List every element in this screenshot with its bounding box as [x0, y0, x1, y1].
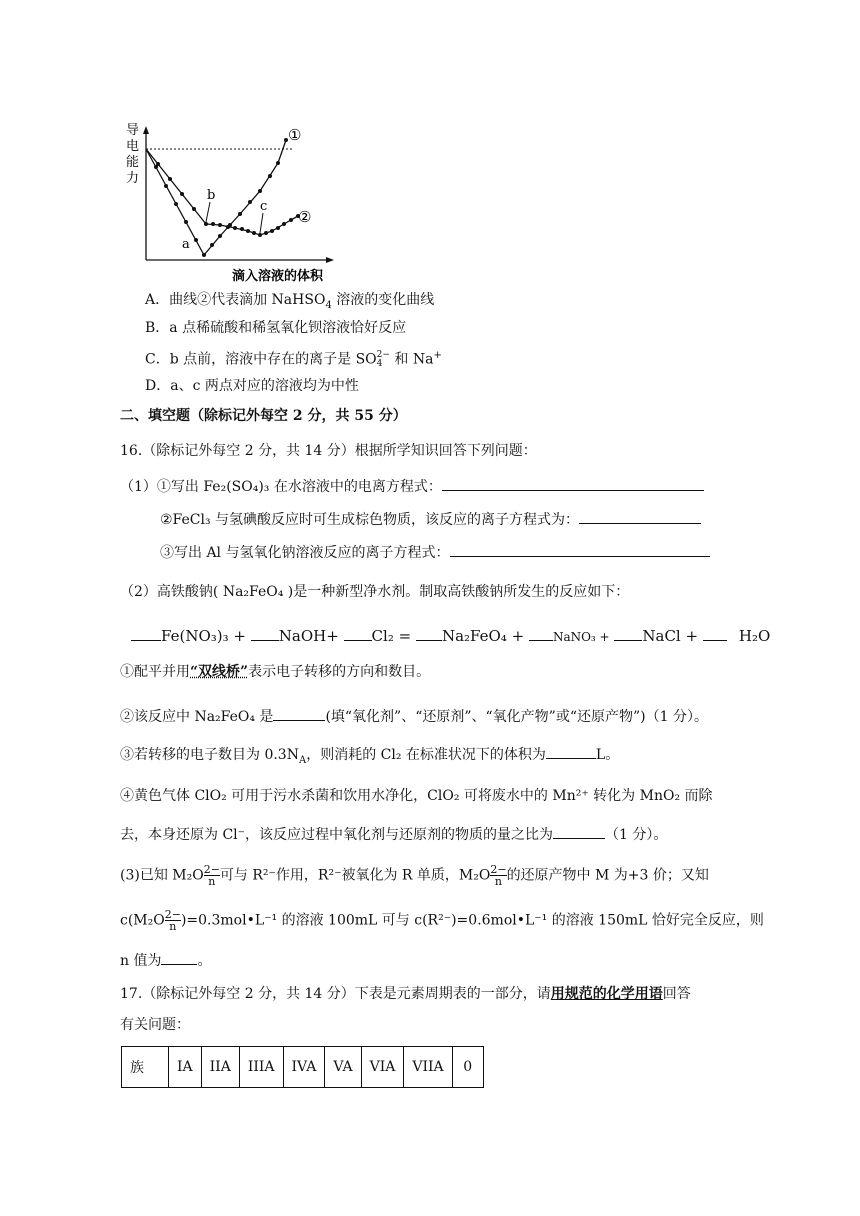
ylabel-char: 能 [126, 155, 140, 170]
q16-3-line2: c(M₂O $\frac{2-}{n}$ )=0.3mol•L⁻¹ 的溶液 100mL 可与 c(R²⁻)=0.6mol•L⁻¹ 的溶液 150mL 恰好完全反应，则 [120, 908, 764, 933]
label-curve-2: ② [298, 208, 312, 226]
q16-equation: Fe(NO₃)₃ + NaOH+ Cl₂ = Na₂FeO₄ + NaNO₃ + NaCl + H₂O [131, 626, 770, 647]
ylabel-char: 电 [126, 139, 140, 154]
curve-1 [146, 140, 286, 255]
table-cell: IA [169, 1047, 202, 1088]
q16-s4-line1: ④黄色气体 ClO₂ 可用于污水杀菌和饮用水净化，ClO₂ 可将废水中的 Mn²⁺ 转化为 MnO₂ 而除 [120, 788, 713, 804]
q16-intro: 16.（除标记外每空 2 分，共 14 分）根据所学知识回答下列问题： [120, 443, 537, 459]
periodic-table [121, 1046, 484, 1088]
label-point-a: a [182, 237, 190, 252]
conductivity-figure [120, 118, 350, 288]
q16-1-3: ③写出 Al 与氢氧化钠溶液反应的离子方程式： [160, 542, 710, 563]
table-cell: IIA [201, 1047, 239, 1088]
q17-line1: 17.（除标记外每空 2 分，共 14 分）下表是元素周期表的一部分，请用规范的化学用语回答 [120, 986, 691, 1002]
q16-3-line3: n 值为 。 [120, 950, 211, 971]
q16-3-line1: (3)已知 M₂O $\frac{2-}{n}$ 可与 R²⁻作用，R²⁻被氧化为 R 单质，M₂O $\frac{2-}{n}$ 的还原产物中 M 为+3 价；又知 [120, 863, 709, 888]
table-cell: 族 [122, 1047, 169, 1088]
table-cell: VIA [361, 1047, 404, 1088]
q16-1-1: （1）①写出 Fe₂(SO₄)₃ 在水溶液中的电离方程式： [120, 476, 704, 497]
q16-s4-line2: 去，本身还原为 Cl⁻，该反应过程中氧化剂与还原剂的物质的量之比为 （1 分）。 [120, 824, 667, 845]
option-a: A．曲线②代表滴加 NaHSO$_4$ 溶液的变化曲线 [145, 292, 435, 311]
table-cell: IIIA [239, 1047, 283, 1088]
q16-s3: ③若转移的电子数目为 $0.3N_A$，则消耗的 Cl₂ 在标准状况下的体积为 L。 [120, 744, 619, 771]
table-cell: 0 [452, 1047, 483, 1088]
table-cell: IVA [283, 1047, 325, 1088]
option-d: D．a、c 两点对应的溶液均为中性 [145, 378, 359, 394]
label-point-c: c [260, 199, 268, 214]
q17-line2: 有关问题： [120, 1017, 190, 1033]
table-cell: VIIA [404, 1047, 452, 1088]
q16-s1: ①配平并用“双线桥”表示电子转移的方向和数目。 [120, 664, 431, 680]
q16-1-2: ②FeCl₃ 与氢碘酸反应时可生成棕色物质，该反应的离子方程式为： [160, 509, 701, 530]
table-row [122, 1047, 484, 1088]
q16-s2: ②该反应中 Na₂FeO₄ 是 (填“氧化剂”、“还原剂”、“氧化产物”或“还原产物”)（1 分）。 [120, 706, 708, 727]
option-c: C．b 点前，溶液中存在的离子是 SO 2− 4 和 Na+ [145, 349, 442, 369]
option-b: B．a 点稀硫酸和稀氢氧化钡溶液恰好反应 [145, 320, 407, 336]
q16-2: （2）高铁酸钠( Na₂FeO₄ )是一种新型净水剂。制取高铁酸钠所发生的反应如下： [120, 584, 630, 600]
x-axis-label: 滴入溶液的体积 [232, 269, 324, 284]
ylabel-char: 力 [126, 171, 140, 186]
label-point-b: b [207, 188, 216, 203]
section-header: 二、填空题（除标记外每空 2 分，共 55 分） [120, 408, 407, 424]
ylabel-char: 导 [126, 123, 140, 138]
label-curve-1: ① [288, 126, 302, 144]
table-cell: VA [325, 1047, 361, 1088]
